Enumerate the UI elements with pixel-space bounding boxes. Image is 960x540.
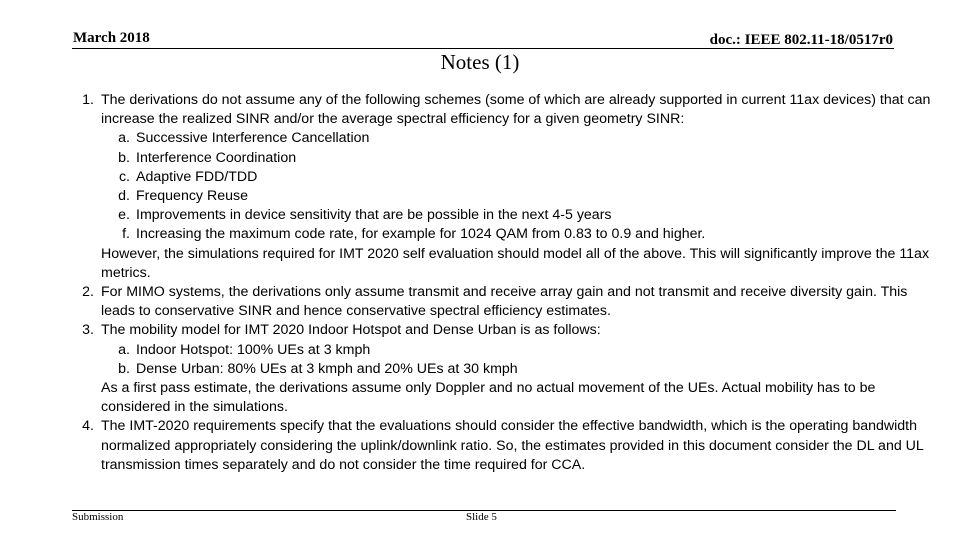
header-date: March 2018 <box>73 30 150 46</box>
note-number: 1. <box>82 92 94 108</box>
sub-item-label: d. <box>118 188 130 205</box>
sub-item-text: Increasing the maximum code rate, for example for 1024 QAM from 0.83 to 0.9 and higher. <box>136 226 706 243</box>
sub-item-text: Successive Interference Cancellation <box>136 130 370 147</box>
sub-item <box>72 129 932 148</box>
notes-body <box>72 91 932 475</box>
sub-item-text: Improvements in device sensitivity that are be possible in the next 4-5 years <box>136 207 612 224</box>
sub-item <box>72 187 932 206</box>
note-item <box>72 283 932 321</box>
sub-item-label: a. <box>118 130 130 147</box>
note-paragraph <box>72 321 932 340</box>
note-number: 4. <box>82 418 94 435</box>
note-text: The mobility model for IMT 2020 Indoor Hotspot and Dense Urban is as follows: <box>101 322 601 339</box>
sub-item <box>72 225 932 244</box>
sub-item-label: a. <box>118 341 130 358</box>
sub-item-text: Indoor Hotspot: 100% UEs at 3 kmph <box>136 341 371 358</box>
sub-item <box>72 149 932 168</box>
sub-item-label: b. <box>118 149 130 166</box>
note-paragraph <box>72 417 932 475</box>
footer-slide-number: Slide 5 <box>466 511 497 523</box>
sub-item-text: Adaptive FDD/TDD <box>136 168 258 185</box>
header-rule <box>72 48 894 49</box>
note-item <box>72 91 932 283</box>
header-doc-id: doc.: IEEE 802.11-18/0517r0 <box>709 32 893 48</box>
sub-item-label: c. <box>118 168 130 185</box>
sub-item <box>72 360 932 379</box>
sub-item <box>72 168 932 187</box>
sub-item-label: f. <box>122 226 130 243</box>
note-paragraph <box>72 283 932 321</box>
note-text: The IMT-2020 requirements specify that the evaluations should consider the effective bandwidth, which is the operating bandwidth normalized appropriately considering the uplink/downlink ratio. So, the estimates provided in this document consider the DL and UL transmission times separately and do not consider the time required for CCA. <box>101 418 924 473</box>
notes-list <box>72 91 932 475</box>
sub-item <box>72 341 932 360</box>
sub-item-label: b. <box>118 360 130 377</box>
note-followup: However, the simulations required for IMT 2020 self evaluation should model all of the above. This will significantly improve the 11ax metrics. <box>101 245 930 281</box>
note-item <box>72 417 932 475</box>
note-text: For MIMO systems, the derivations only assume transmit and receive array gain and not transmit and receive diversity gain. This leads to conservative SINR and hence conservative spectral efficiency estimates. <box>101 284 908 320</box>
note-number: 3. <box>82 322 94 339</box>
footer-submission: Submission <box>72 511 124 523</box>
sub-item <box>72 206 932 225</box>
note-text: The derivations do not assume any of the following schemes (some of which are already supported in current 11ax devices) that can increase the realized SINR and/or the average spectral efficiency for a given geometry SINR: <box>101 92 931 128</box>
sub-item-label: e. <box>118 207 130 224</box>
sub-item-text: Interference Coordination <box>136 149 297 166</box>
note-paragraph <box>72 91 932 129</box>
sub-item-text: Dense Urban: 80% UEs at 3 kmph and 20% UEs at 30 kmph <box>136 360 518 377</box>
note-followup: As a first pass estimate, the derivations assume only Doppler and no actual movement of the UEs. Actual mobility has to be considered in the simulations. <box>101 380 876 416</box>
sub-item-text: Frequency Reuse <box>136 188 248 205</box>
note-item <box>72 321 932 417</box>
note-number: 2. <box>82 284 94 301</box>
slide-title: Notes (1) <box>440 50 520 74</box>
